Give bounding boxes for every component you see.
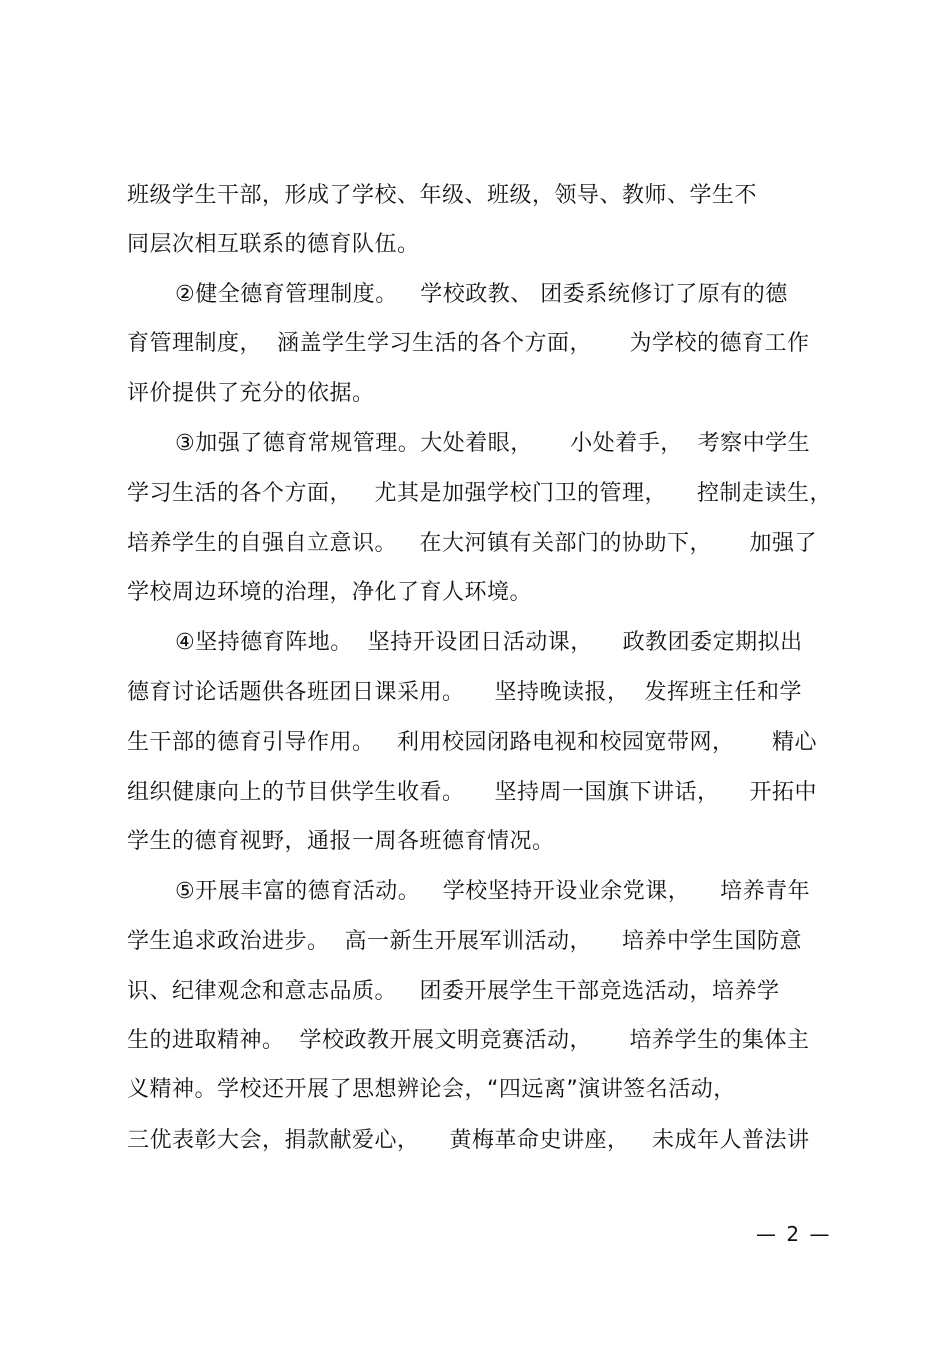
- text-line: 学生追求政治进步。 高一新生开展军训活动， 培养中学生国防意: [127, 929, 802, 954]
- text-line: 育管理制度， 涵盖学生学习生活的各个方面， 为学校的德育工作: [127, 331, 810, 356]
- text-line: 学习生活的各个方面， 尤其是加强学校门卫的管理， 控制走读生，: [127, 481, 832, 506]
- text-line: 义精神。学校还开展了思想辨论会，“四远离”演讲签名活动，: [127, 1077, 736, 1102]
- text-line: 生干部的德育引导作用。 利用校园闭路电视和校园宽带网， 精心: [127, 730, 817, 755]
- text-line: 生的进取精神。 学校政教开展文明竞赛活动， 培养学生的集体主: [127, 1028, 810, 1053]
- paragraph-start-line: ④坚持德育阵地。 坚持开设团日活动课， 政教团委定期拟出: [175, 630, 803, 655]
- paragraph-start-line: ②健全德育管理制度。 学校政教、 团委系统修订了原有的德: [175, 282, 788, 307]
- text-line: 德育讨论话题供各班团日课采用。 坚持晚读报， 发挥班主任和学: [127, 680, 802, 705]
- text-line: 班级学生干部，形成了学校、年级、班级，领导、教师、学生不: [127, 183, 758, 208]
- paragraph-start-line: ③加强了德育常规管理。大处着眼， 小处着手， 考察中学生: [175, 431, 811, 456]
- text-line: 评价提供了充分的依据。: [127, 381, 375, 406]
- text-line: 组织健康向上的节目供学生收看。 坚持周一国旗下讲话， 开拓中: [127, 780, 817, 805]
- text-line: 同层次相互联系的德育队伍。: [127, 232, 420, 257]
- text-line: 学校周边环境的治理，净化了育人环境。: [127, 580, 533, 605]
- text-line: 识、纪律观念和意志品质。 团委开展学生干部竞选活动，培养学: [127, 979, 780, 1004]
- text-line: 三优表彰大会，捐款献爱心， 黄梅革命史讲座， 未成年人普法讲: [127, 1128, 810, 1153]
- paragraph-start-line: ⑤开展丰富的德育活动。 学校坚持开设业余党课， 培养青年: [175, 879, 811, 904]
- text-line: 学生的德育视野，通报一周各班德育情况。: [127, 829, 555, 854]
- text-line: 培养学生的自强自立意识。 在大河镇有关部门的协助下， 加强了: [127, 531, 817, 556]
- page-number: — 2 —: [756, 1222, 832, 1246]
